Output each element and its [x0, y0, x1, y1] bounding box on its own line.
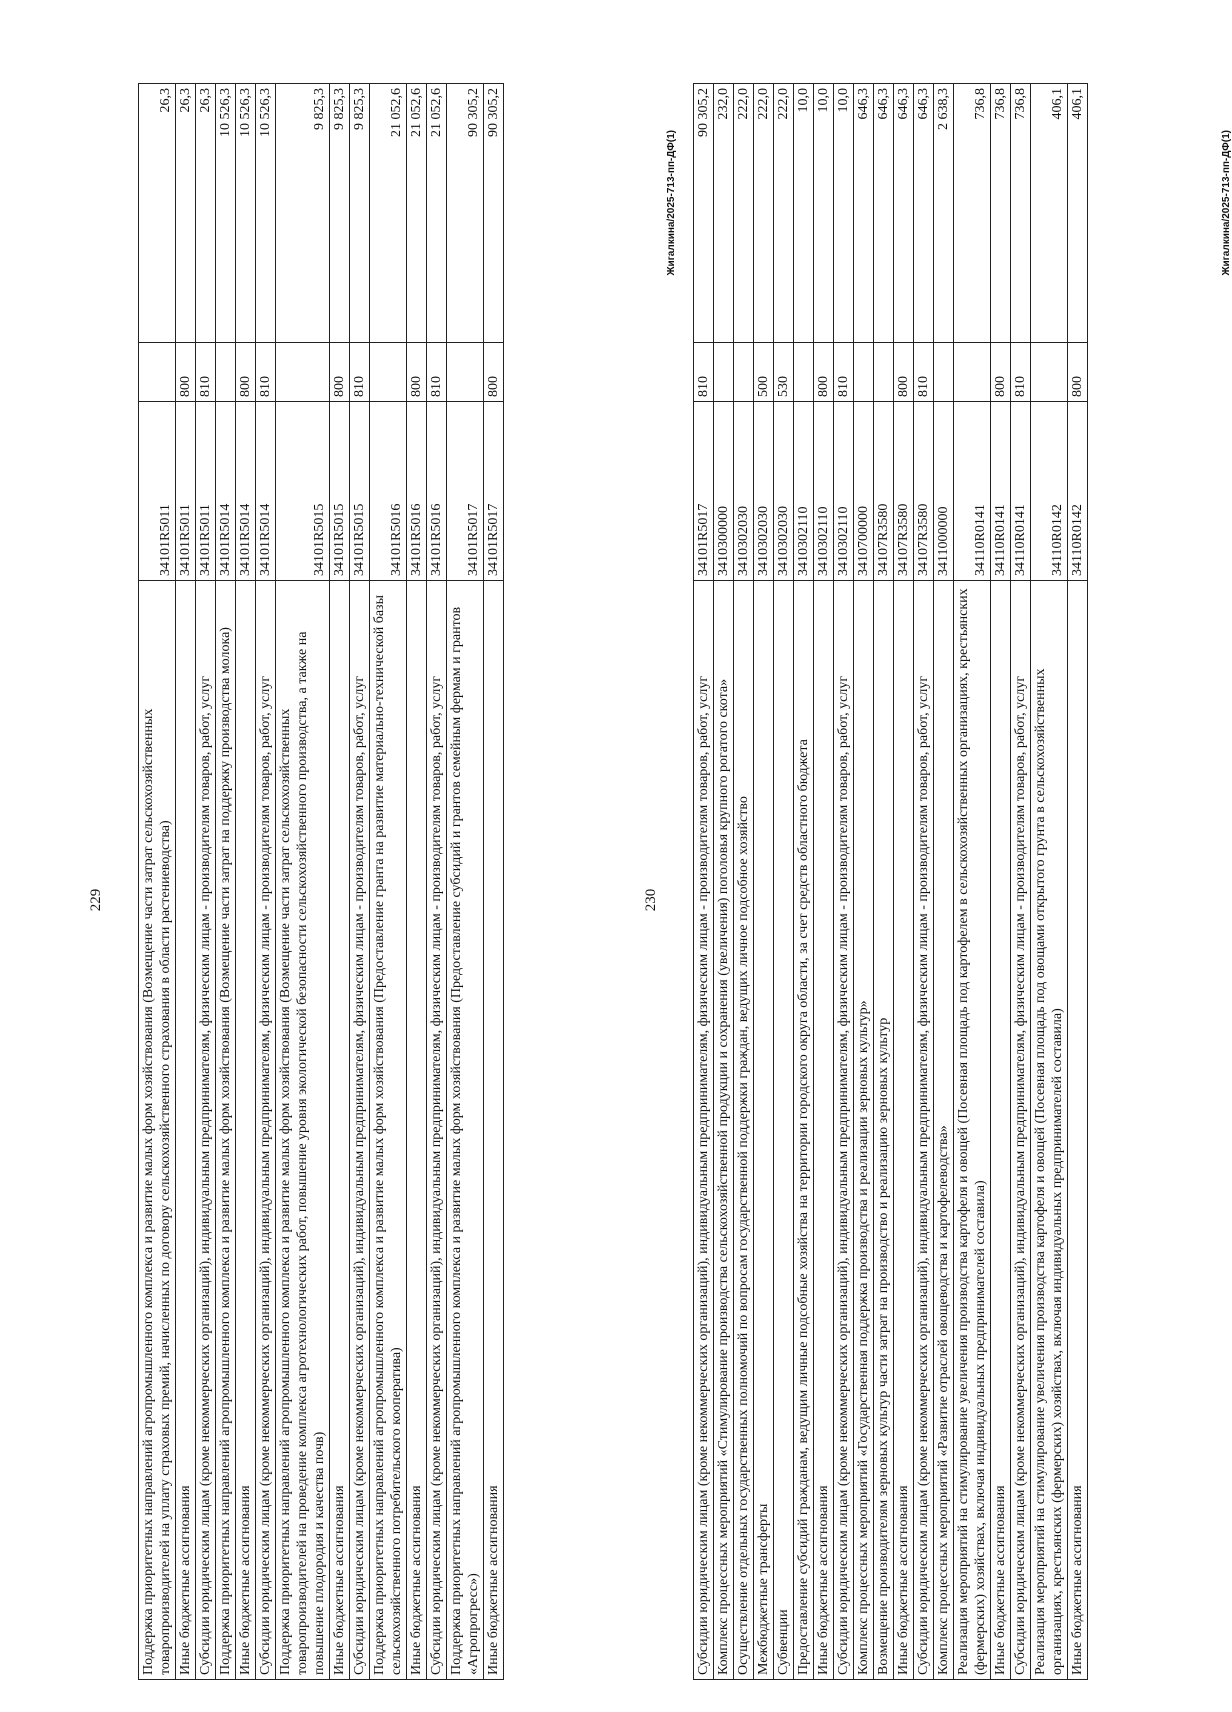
table-row	[754, 84, 774, 1680]
amount-cell: 406,1	[1068, 84, 1088, 343]
expense-type-cell: 800	[330, 343, 350, 402]
name-cell: Реализация мероприятий на стимулирование увеличения производства картофеля и овощей (Посевная площадь под картофелем в сельскохозяйственных организациях, крестьянских (фермерских) хозяйствах, включая индивидуальных предпринимателей составила)	[954, 581, 991, 1680]
table-row	[894, 84, 914, 1680]
amount-cell: 10,0	[794, 84, 814, 343]
expense-type-cell: 800	[894, 343, 914, 402]
expense-type-cell: 810	[427, 343, 447, 402]
table-row	[276, 84, 330, 1680]
footer-reference: Жигалкина/2025-713-пп-ДФ(1)	[666, 130, 677, 276]
table-row	[176, 84, 196, 1680]
name-cell: Субсидии юридическим лицам (кроме некоммерческих организаций), индивидуальным предпринимателям, физическим лицам - производителям товаров, работ, услуг	[256, 581, 276, 1680]
target-code-cell: 3410302030	[754, 402, 774, 581]
amount-cell: 222,0	[734, 84, 754, 343]
table-row	[216, 84, 236, 1680]
name-cell: Субсидии юридическим лицам (кроме некоммерческих организаций), индивидуальным предпринимателям, физическим лицам - производителям товаров, работ, услуг	[834, 581, 854, 1680]
amount-cell: 736,8	[991, 84, 1011, 343]
amount-cell: 10 526,3	[216, 84, 236, 343]
table-row	[874, 84, 894, 1680]
expense-type-cell: 800	[484, 343, 504, 402]
amount-cell: 10 526,3	[236, 84, 256, 343]
target-code-cell: 34101R5017	[694, 402, 714, 581]
amount-cell: 222,0	[774, 84, 794, 343]
target-code-cell: 34101R5014	[256, 402, 276, 581]
table-row	[256, 84, 276, 1680]
table-row	[1031, 84, 1068, 1680]
table-row	[427, 84, 447, 1680]
name-cell: Субсидии юридическим лицам (кроме некоммерческих организаций), индивидуальным предпринимателям, физическим лицам - производителям товаров, работ, услуг	[694, 581, 714, 1680]
target-code-cell: 34101R5016	[370, 402, 407, 581]
target-code-cell: 3410302110	[834, 402, 854, 581]
table-row	[350, 84, 370, 1680]
name-cell: Иные бюджетные ассигнования	[814, 581, 834, 1680]
name-cell: Комплекс процессных мероприятий «Стимулирование производства сельскохозяйственной продукции и сохранения (увеличения) поголовья крупного рогатого скота»	[714, 581, 734, 1680]
target-code-cell: 34110R0142	[1031, 402, 1068, 581]
table-body	[694, 84, 1088, 1680]
name-cell: Субсидии юридическим лицам (кроме некоммерческих организаций), индивидуальным предпринимателям, физическим лицам - производителям товаров, работ, услуг	[1011, 581, 1031, 1680]
amount-cell: 9 825,3	[276, 84, 330, 343]
table-row	[774, 84, 794, 1680]
name-cell: Поддержка приоритетных направлений агропромышленного комплекса и развитие малых форм хозяйствования (Предоставление гранта на развитие материально-технической базы сельскохозяйственного потребительского кооператива)	[370, 581, 407, 1680]
page-number: 229	[88, 888, 104, 912]
table-row	[991, 84, 1011, 1680]
target-code-cell: 34101R5011	[176, 402, 196, 581]
table-row	[714, 84, 734, 1680]
expense-type-cell	[934, 343, 954, 402]
amount-cell: 646,3	[894, 84, 914, 343]
target-code-cell: 3410302030	[734, 402, 754, 581]
target-code-cell: 34101R5017	[447, 402, 484, 581]
table-row	[914, 84, 934, 1680]
table-row	[196, 84, 216, 1680]
amount-cell: 26,3	[176, 84, 196, 343]
expense-type-cell: 530	[774, 343, 794, 402]
name-cell: Межбюджетные трансферты	[754, 581, 774, 1680]
amount-cell: 21 052,6	[407, 84, 427, 343]
name-cell: Иные бюджетные ассигнования	[991, 581, 1011, 1680]
name-cell: Иные бюджетные ассигнования	[407, 581, 427, 1680]
target-code-cell: 34110R0141	[991, 402, 1011, 581]
name-cell: Поддержка приоритетных направлений агропромышленного комплекса и развитие малых форм хозяйствования (Возмещение части затрат сельскохозяйственных товаропроизводителей на уплату страховых премий, начисленных по договору сельскохозяйственного страхования в области растениеводства)	[139, 581, 176, 1680]
amount-cell: 21 052,6	[427, 84, 447, 343]
target-code-cell: 3410700000	[854, 402, 874, 581]
expense-type-cell: 810	[256, 343, 276, 402]
expense-type-cell: 810	[196, 343, 216, 402]
name-cell: Поддержка приоритетных направлений агропромышленного комплекса и развитие малых форм хозяйствования (Предоставление субсидий и грантов семейным фермам и грантов «Агропрогресс»)	[447, 581, 484, 1680]
name-cell: Комплекс процессных мероприятий «Развитие отраслей овощеводства и картофелеводства»	[934, 581, 954, 1680]
name-cell: Субсидии юридическим лицам (кроме некоммерческих организаций), индивидуальным предпринимателям, физическим лицам - производителям товаров, работ, услуг	[914, 581, 934, 1680]
expense-type-cell	[734, 343, 754, 402]
target-code-cell: 34101R5016	[427, 402, 447, 581]
target-code-cell: 34101R5015	[330, 402, 350, 581]
amount-cell: 406,1	[1031, 84, 1068, 343]
table-row	[484, 84, 504, 1680]
page-number: 230	[643, 888, 659, 912]
amount-cell: 26,3	[139, 84, 176, 343]
table-row	[834, 84, 854, 1680]
name-cell: Иные бюджетные ассигнования	[176, 581, 196, 1680]
target-code-cell: 34110R0141	[1011, 402, 1031, 581]
expense-type-cell	[447, 343, 484, 402]
expense-type-cell	[874, 343, 894, 402]
name-cell: Иные бюджетные ассигнования	[894, 581, 914, 1680]
amount-cell: 646,3	[914, 84, 934, 343]
page-230	[643, 88, 1232, 1680]
expense-type-cell	[370, 343, 407, 402]
name-cell: Субсидии юридическим лицам (кроме некоммерческих организаций), индивидуальным предпринимателям, физическим лицам - производителям товаров, работ, услуг	[350, 581, 370, 1680]
table-row	[407, 84, 427, 1680]
amount-cell: 2 638,3	[934, 84, 954, 343]
table-row	[934, 84, 954, 1680]
expense-type-cell	[854, 343, 874, 402]
target-code-cell: 34110R0141	[954, 402, 991, 581]
amount-cell: 646,3	[874, 84, 894, 343]
target-code-cell: 34101R5011	[139, 402, 176, 581]
expense-type-cell: 810	[350, 343, 370, 402]
target-code-cell: 34101R5014	[236, 402, 256, 581]
name-cell: Комплекс процессных мероприятий «Государственная поддержка производства и реализации зерновых культур»	[854, 581, 874, 1680]
target-code-cell: 3410302110	[814, 402, 834, 581]
expense-type-cell: 800	[407, 343, 427, 402]
expense-type-cell: 800	[991, 343, 1011, 402]
expense-type-cell: 810	[834, 343, 854, 402]
target-code-cell: 34101R5015	[276, 402, 330, 581]
amount-cell: 26,3	[196, 84, 216, 343]
budget-table	[693, 83, 1088, 1680]
expense-type-cell	[139, 343, 176, 402]
name-cell: Осуществление отдельных государственных полномочий по вопросам государственной поддержки граждан, ведущих личное подсобное хозяйство	[734, 581, 754, 1680]
table-row	[370, 84, 407, 1680]
table-body	[139, 84, 504, 1680]
name-cell: Иные бюджетные ассигнования	[484, 581, 504, 1680]
target-code-cell: 34110R0142	[1068, 402, 1088, 581]
expense-type-cell	[714, 343, 734, 402]
expense-type-cell: 800	[176, 343, 196, 402]
expense-type-cell	[794, 343, 814, 402]
amount-cell: 10,0	[814, 84, 834, 343]
expense-type-cell: 810	[694, 343, 714, 402]
amount-cell: 90 305,2	[484, 84, 504, 343]
name-cell: Поддержка приоритетных направлений агропромышленного комплекса и развитие малых форм хозяйствования (Возмещение части затрат на поддержку производства молока)	[216, 581, 236, 1680]
name-cell: Иные бюджетные ассигнования	[1068, 581, 1088, 1680]
target-code-cell: 34107R3580	[894, 402, 914, 581]
expense-type-cell: 810	[1011, 343, 1031, 402]
target-code-cell: 3410302030	[774, 402, 794, 581]
table-row	[330, 84, 350, 1680]
target-code-cell: 34101R5017	[484, 402, 504, 581]
name-cell: Возмещение производителям зерновых культур части затрат на производство и реализацию зерновых культур	[874, 581, 894, 1680]
name-cell: Иные бюджетные ассигнования	[330, 581, 350, 1680]
expense-type-cell	[216, 343, 236, 402]
amount-cell: 10,0	[834, 84, 854, 343]
expense-type-cell	[1031, 343, 1068, 402]
table-row	[954, 84, 991, 1680]
table-row	[236, 84, 256, 1680]
table-row	[854, 84, 874, 1680]
amount-cell: 736,8	[954, 84, 991, 343]
expense-type-cell: 800	[236, 343, 256, 402]
target-code-cell: 3410302110	[794, 402, 814, 581]
name-cell: Субсидии юридическим лицам (кроме некоммерческих организаций), индивидуальным предпринимателям, физическим лицам - производителям товаров, работ, услуг	[427, 581, 447, 1680]
footer-reference: Жигалкина/2025-713-пп-ДФ(1)	[1221, 130, 1232, 276]
name-cell: Поддержка приоритетных направлений агропромышленного комплекса и развитие малых форм хозяйствования (Возмещение части затрат сельскохозяйственных товаропроизводителей на проведение комплекса агротехнологических работ, повышение уровня экологической безопасности сельскохозяйственного производства, а также на повышение плодородия и качества почв)	[276, 581, 330, 1680]
table-row	[1011, 84, 1031, 1680]
expense-type-cell	[276, 343, 330, 402]
expense-type-cell	[954, 343, 991, 402]
target-code-cell: 34107R3580	[914, 402, 934, 581]
amount-cell: 232,0	[714, 84, 734, 343]
target-code-cell: 34101R5016	[407, 402, 427, 581]
amount-cell: 21 052,6	[370, 84, 407, 343]
amount-cell: 9 825,3	[330, 84, 350, 343]
table-row	[794, 84, 814, 1680]
expense-type-cell: 800	[814, 343, 834, 402]
expense-type-cell: 810	[914, 343, 934, 402]
amount-cell: 90 305,2	[447, 84, 484, 343]
table-row	[734, 84, 754, 1680]
name-cell: Субвенции	[774, 581, 794, 1680]
table-row	[139, 84, 176, 1680]
expense-type-cell: 500	[754, 343, 774, 402]
amount-cell: 646,3	[854, 84, 874, 343]
amount-cell: 10 526,3	[256, 84, 276, 343]
name-cell: Иные бюджетные ассигнования	[236, 581, 256, 1680]
budget-table	[138, 83, 504, 1680]
target-code-cell: 34107R3580	[874, 402, 894, 581]
target-code-cell: 34101R5011	[196, 402, 216, 581]
table-row	[1068, 84, 1088, 1680]
target-code-cell: 34101R5015	[350, 402, 370, 581]
amount-cell: 222,0	[754, 84, 774, 343]
name-cell: Реализация мероприятий на стимулирование увеличения производства картофеля и овощей (Посевная площадь под овощами открытого грунта в сельскохозяйственных организациях, крестьянских (фермерских) хозяйствах, включая индивидуальных предпринимателей составила)	[1031, 581, 1068, 1680]
name-cell: Субсидии юридическим лицам (кроме некоммерческих организаций), индивидуальным предпринимателям, физическим лицам - производителям товаров, работ, услуг	[196, 581, 216, 1680]
amount-cell: 736,8	[1011, 84, 1031, 343]
target-code-cell: 3410300000	[714, 402, 734, 581]
amount-cell: 90 305,2	[694, 84, 714, 343]
expense-type-cell: 800	[1068, 343, 1088, 402]
target-code-cell: 3411000000	[934, 402, 954, 581]
table-row	[814, 84, 834, 1680]
table-row	[694, 84, 714, 1680]
amount-cell: 9 825,3	[350, 84, 370, 343]
target-code-cell: 34101R5014	[216, 402, 236, 581]
table-row	[447, 84, 484, 1680]
name-cell: Предоставление субсидий гражданам, ведущим личные подсобные хозяйства на территории городского округа области, за счет средств областного бюджета	[794, 581, 814, 1680]
